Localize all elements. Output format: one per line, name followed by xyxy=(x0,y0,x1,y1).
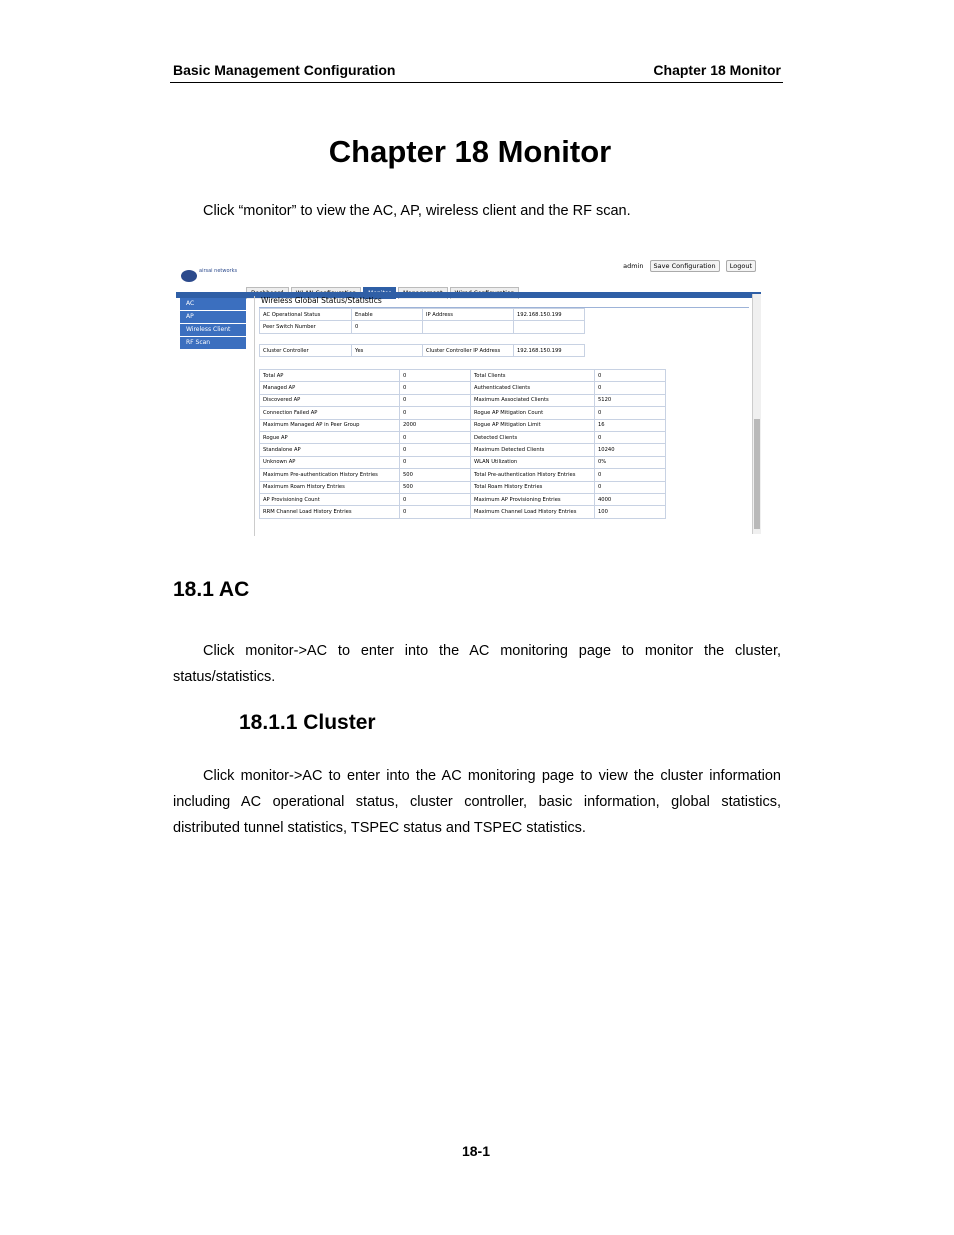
chapter-title: Chapter 18 Monitor xyxy=(328,134,612,169)
header-rule xyxy=(170,82,783,83)
table-row xyxy=(260,506,666,518)
sidebar xyxy=(180,298,246,350)
field-value: 192.168.150.199 xyxy=(514,309,585,321)
page-number: 18-1 xyxy=(461,1143,491,1159)
field-value: 100 xyxy=(595,506,666,518)
monitor-screenshot xyxy=(176,258,764,536)
section-paragraph: Click monitor->AC to enter into the AC monitoring page to monitor the cluster, status/statistics. xyxy=(173,643,781,685)
table-row xyxy=(260,407,666,419)
field-label: Connection Failed AP xyxy=(260,407,400,419)
statistics-table xyxy=(259,369,666,519)
field-value: 0 xyxy=(400,370,471,382)
field-value: 0 xyxy=(595,407,666,419)
table-row xyxy=(260,419,666,431)
field-label: RRM Channel Load History Entries xyxy=(260,506,400,518)
section-heading: 18.1 AC xyxy=(173,578,250,601)
field-value: 192.168.150.199 xyxy=(514,345,585,357)
field-label: AC Operational Status xyxy=(260,309,352,321)
field-value: 4000 xyxy=(595,493,666,505)
field-value: 5120 xyxy=(595,394,666,406)
user-label: admin xyxy=(623,262,644,270)
field-label: Unknown AP xyxy=(260,456,400,468)
field-value: Yes xyxy=(352,345,423,357)
field-label: Total Pre-authentication History Entries xyxy=(471,469,595,481)
status-table xyxy=(259,308,585,334)
sidebar-item-ac[interactable]: AC xyxy=(180,298,246,311)
field-value xyxy=(514,321,585,333)
table-row xyxy=(260,309,585,321)
field-label: Managed AP xyxy=(260,382,400,394)
table-row xyxy=(260,394,666,406)
subsection-paragraph: Click monitor->AC to enter into the AC monitoring page to view the cluster information including AC operational status, cluster controller, basic information, global statistics, distributed tunnel statistics, TSPEC status and TSPEC statistics. xyxy=(173,768,781,836)
field-value: 0 xyxy=(400,382,471,394)
field-label: Maximum Managed AP in Peer Group xyxy=(260,419,400,431)
logout-button[interactable]: Logout xyxy=(726,260,756,272)
field-label: Maximum Detected Clients xyxy=(471,444,595,456)
intro-paragraph: Click “monitor” to view the AC, AP, wireless client and the RF scan. xyxy=(203,203,631,219)
field-label: Rogue AP xyxy=(260,431,400,443)
field-value: 500 xyxy=(400,481,471,493)
field-value: 0 xyxy=(400,444,471,456)
panel-title: Wireless Global Status/Statistics xyxy=(261,296,382,305)
field-label: AP Provisioning Count xyxy=(260,493,400,505)
top-right-controls xyxy=(619,262,756,270)
field-label: Maximum Roam History Entries xyxy=(260,481,400,493)
field-label: WLAN Utilization xyxy=(471,456,595,468)
field-label: Rogue AP Mitigation Limit xyxy=(471,419,595,431)
field-label: Maximum Associated Clients xyxy=(471,394,595,406)
table-row xyxy=(260,382,666,394)
field-label: Total Clients xyxy=(471,370,595,382)
field-label: Detected Clients xyxy=(471,431,595,443)
field-value: 0 xyxy=(595,431,666,443)
field-label: Total Roam History Entries xyxy=(471,481,595,493)
field-label: Cluster Controller xyxy=(260,345,352,357)
field-value: 0 xyxy=(352,321,423,333)
field-value: 0 xyxy=(400,493,471,505)
field-label: Rogue AP Mitigation Count xyxy=(471,407,595,419)
table-row xyxy=(260,481,666,493)
table-row xyxy=(260,321,585,333)
field-label: Standalone AP xyxy=(260,444,400,456)
table-row xyxy=(260,493,666,505)
field-value: 0 xyxy=(400,506,471,518)
main-panel xyxy=(254,296,755,536)
sidebar-item-rf-scan[interactable]: RF Scan xyxy=(180,337,246,350)
main-tabs xyxy=(246,280,521,292)
field-value: 0 xyxy=(595,481,666,493)
field-label: IP Address xyxy=(423,309,514,321)
table-row xyxy=(260,469,666,481)
field-value: 500 xyxy=(400,469,471,481)
field-label: Cluster Controller IP Address xyxy=(423,345,514,357)
field-value: 0 xyxy=(400,456,471,468)
field-value: 10240 xyxy=(595,444,666,456)
subsection-heading: 18.1.1 Cluster xyxy=(239,711,376,734)
field-label: Total AP xyxy=(260,370,400,382)
logo-mark-icon xyxy=(181,270,197,282)
field-value: 0 xyxy=(595,469,666,481)
field-label: Discovered AP xyxy=(260,394,400,406)
field-label: Maximum Channel Load History Entries xyxy=(471,506,595,518)
table-row xyxy=(260,345,585,357)
brand-logo xyxy=(181,268,239,286)
cluster-table xyxy=(259,344,585,357)
scrollbar-thumb[interactable] xyxy=(754,419,760,529)
field-label: Peer Switch Number xyxy=(260,321,352,333)
header-left: Basic Management Configuration xyxy=(173,62,396,78)
scrollbar[interactable] xyxy=(752,294,761,534)
field-value: 0 xyxy=(595,382,666,394)
field-label: Authenticated Clients xyxy=(471,382,595,394)
field-label: Maximum Pre-authentication History Entries xyxy=(260,469,400,481)
field-value: 0 xyxy=(400,407,471,419)
header-right: Chapter 18 Monitor xyxy=(653,62,781,78)
table-row xyxy=(260,444,666,456)
field-value: 0 xyxy=(595,370,666,382)
field-label: Maximum AP Provisioning Entries xyxy=(471,493,595,505)
sidebar-item-wireless-client[interactable]: Wireless Client xyxy=(180,324,246,337)
logo-text: airsai networks xyxy=(199,268,238,274)
table-row xyxy=(260,456,666,468)
field-value: 2000 xyxy=(400,419,471,431)
sidebar-item-ap[interactable]: AP xyxy=(180,311,246,324)
field-value: Enable xyxy=(352,309,423,321)
save-configuration-button[interactable]: Save Configuration xyxy=(650,260,720,272)
field-label xyxy=(423,321,514,333)
table-row xyxy=(260,370,666,382)
field-value: 16 xyxy=(595,419,666,431)
table-row xyxy=(260,431,666,443)
field-value: 0 xyxy=(400,394,471,406)
field-value: 0% xyxy=(595,456,666,468)
field-value: 0 xyxy=(400,431,471,443)
